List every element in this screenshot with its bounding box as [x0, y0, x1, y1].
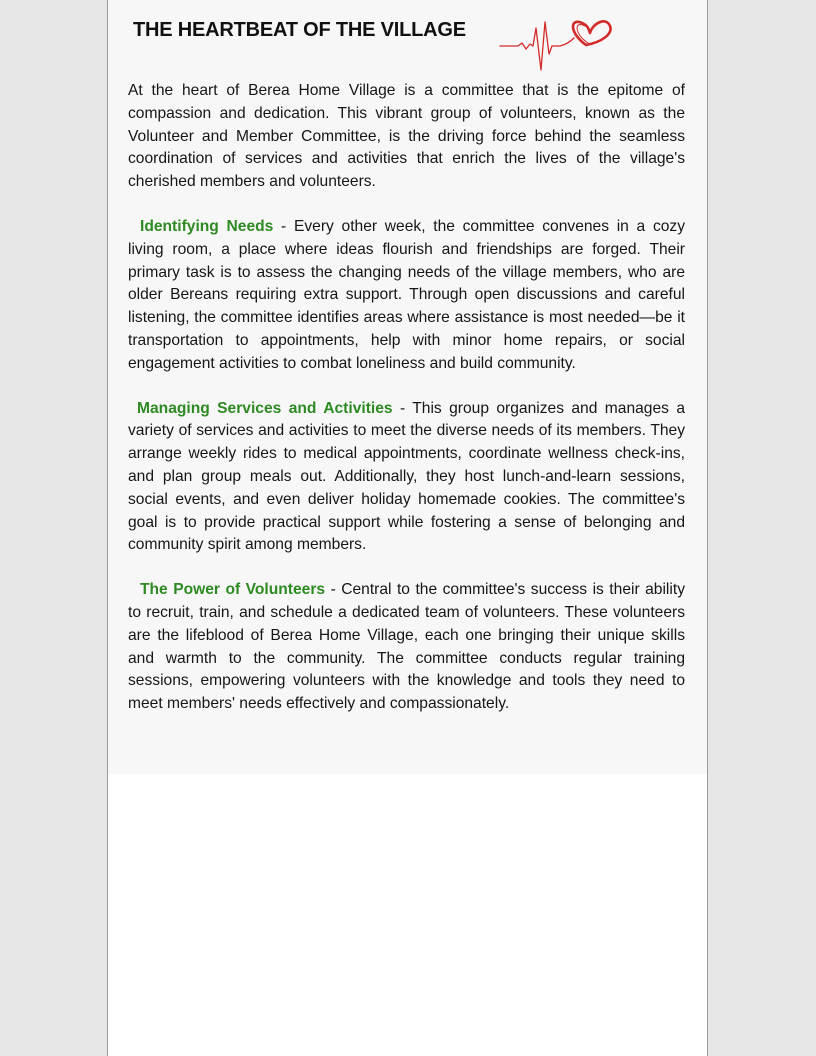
section-identifying-needs — [128, 216, 685, 376]
section-managing-services — [128, 398, 685, 558]
section-separator: - — [392, 399, 413, 417]
section-power-of-volunteers — [128, 579, 685, 716]
intro-paragraph: At the heart of Berea Home Village is a committee that is the epitome of compassion and dedication. This vibrant group of volunteers, known as the Volunteer and Member Committee, is the driving force behind the seamless coordination of services and activities that enrich the lives of the village's cherished members and volunteers. — [128, 82, 685, 191]
page-title: THE HEARTBEAT OF THE VILLAGE — [133, 19, 466, 41]
section-separator: - — [273, 217, 294, 235]
section-body: Every other week, the committee convenes in a cozy living room, a place where ideas flourish and friendships are forged. Their primary task is to assess the changing needs of the village members, who are older Bereans requiring extra support. Through open discussions and careful listening, the committee identifies areas where assistance is most needed—be it transportation to appointments, help with minor home repairs, or social engagement activities to combat loneliness and build community. — [128, 217, 686, 372]
section-heading: Identifying Needs — [140, 217, 274, 235]
heartbeat-heart-icon — [498, 14, 614, 74]
section-heading: Managing Services and Activities — [137, 399, 393, 417]
document-page — [107, 0, 708, 1056]
section-heading: The Power of Volunteers — [140, 581, 326, 599]
section-body: This group organizes and manages a variety of services and activities to meet the diverse needs of its members. They arrange weekly rides to medical appointments, coordinate wellness check-ins, and plan group meals out. Additionally, they host lunch-and-learn sessions, social events, and even deliver holiday homemade cookies. The committee's goal is to provide practical support while fostering a sense of belonging and community spirit among members. — [128, 399, 685, 554]
content-panel — [108, 0, 707, 774]
article-body — [128, 80, 685, 738]
section-body: Central to the committee's success is their ability to recruit, train, and schedule a dedicated team of volunteers. These volunteers are the lifeblood of Berea Home Village, each one bringing their unique skills and warmth to the community. The committee conducts regular training sessions, empowering volunteers with the knowledge and tools they need to meet members' needs effectively and compassionately. — [128, 581, 685, 713]
section-separator: - — [325, 581, 342, 599]
